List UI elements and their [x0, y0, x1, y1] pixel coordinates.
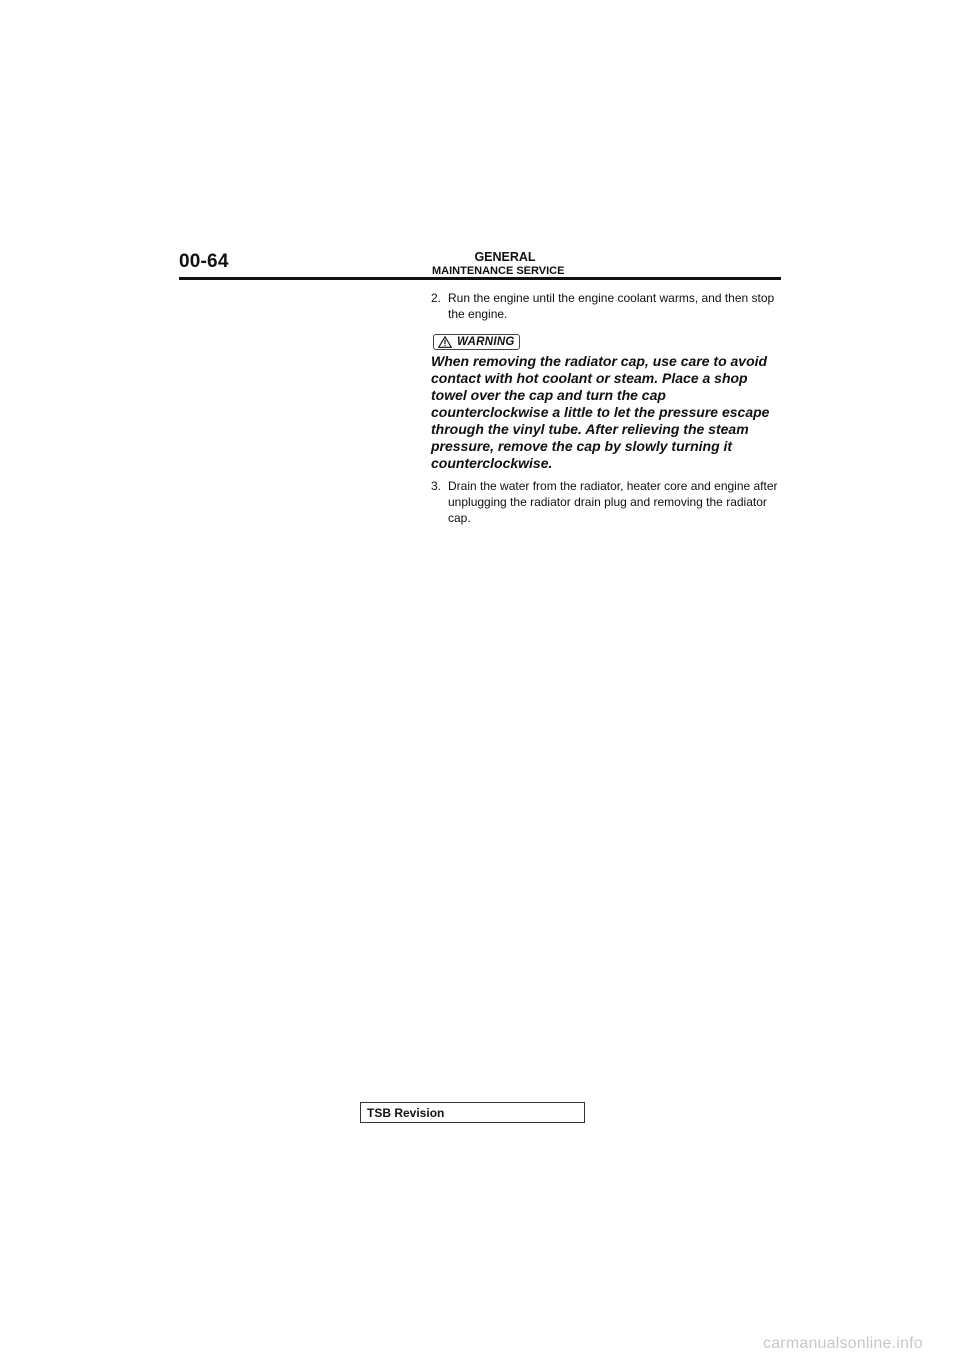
page-number: 00-64 [179, 251, 229, 272]
warning-block [431, 334, 783, 472]
warning-label: WARNING [457, 336, 515, 348]
warning-text: When removing the radiator cap, use care to avoid contact with hot coolant or steam. Place a shop towel over the cap and turn the cap counterclockwise a little to let the pressure escape through the vinyl tube. After relieving the steam pressure, remove the cap by slowly turning it counterclockwise. [431, 353, 770, 471]
step-text: Drain the water from the radiator, heater core and engine after unplugging the radiator drain plug and removing the radiator cap. [448, 479, 778, 525]
step-2 [431, 290, 783, 322]
step-number: 2. [431, 291, 442, 305]
step-text: Run the engine until the engine coolant warms, and then stop the engine. [448, 291, 775, 321]
header-rule [179, 277, 781, 280]
footer-label: TSB Revision [367, 1106, 445, 1120]
warning-triangle-icon [438, 336, 452, 348]
section-subtitle: MAINTENANCE SERVICE [432, 265, 565, 277]
step-3 [431, 478, 783, 526]
warning-badge [433, 334, 520, 350]
step-number: 3. [431, 479, 442, 493]
content-column [431, 290, 783, 526]
footer-box [360, 1102, 585, 1123]
watermark: carmanualsonline.info [763, 1335, 923, 1352]
section-title: GENERAL [474, 250, 536, 264]
